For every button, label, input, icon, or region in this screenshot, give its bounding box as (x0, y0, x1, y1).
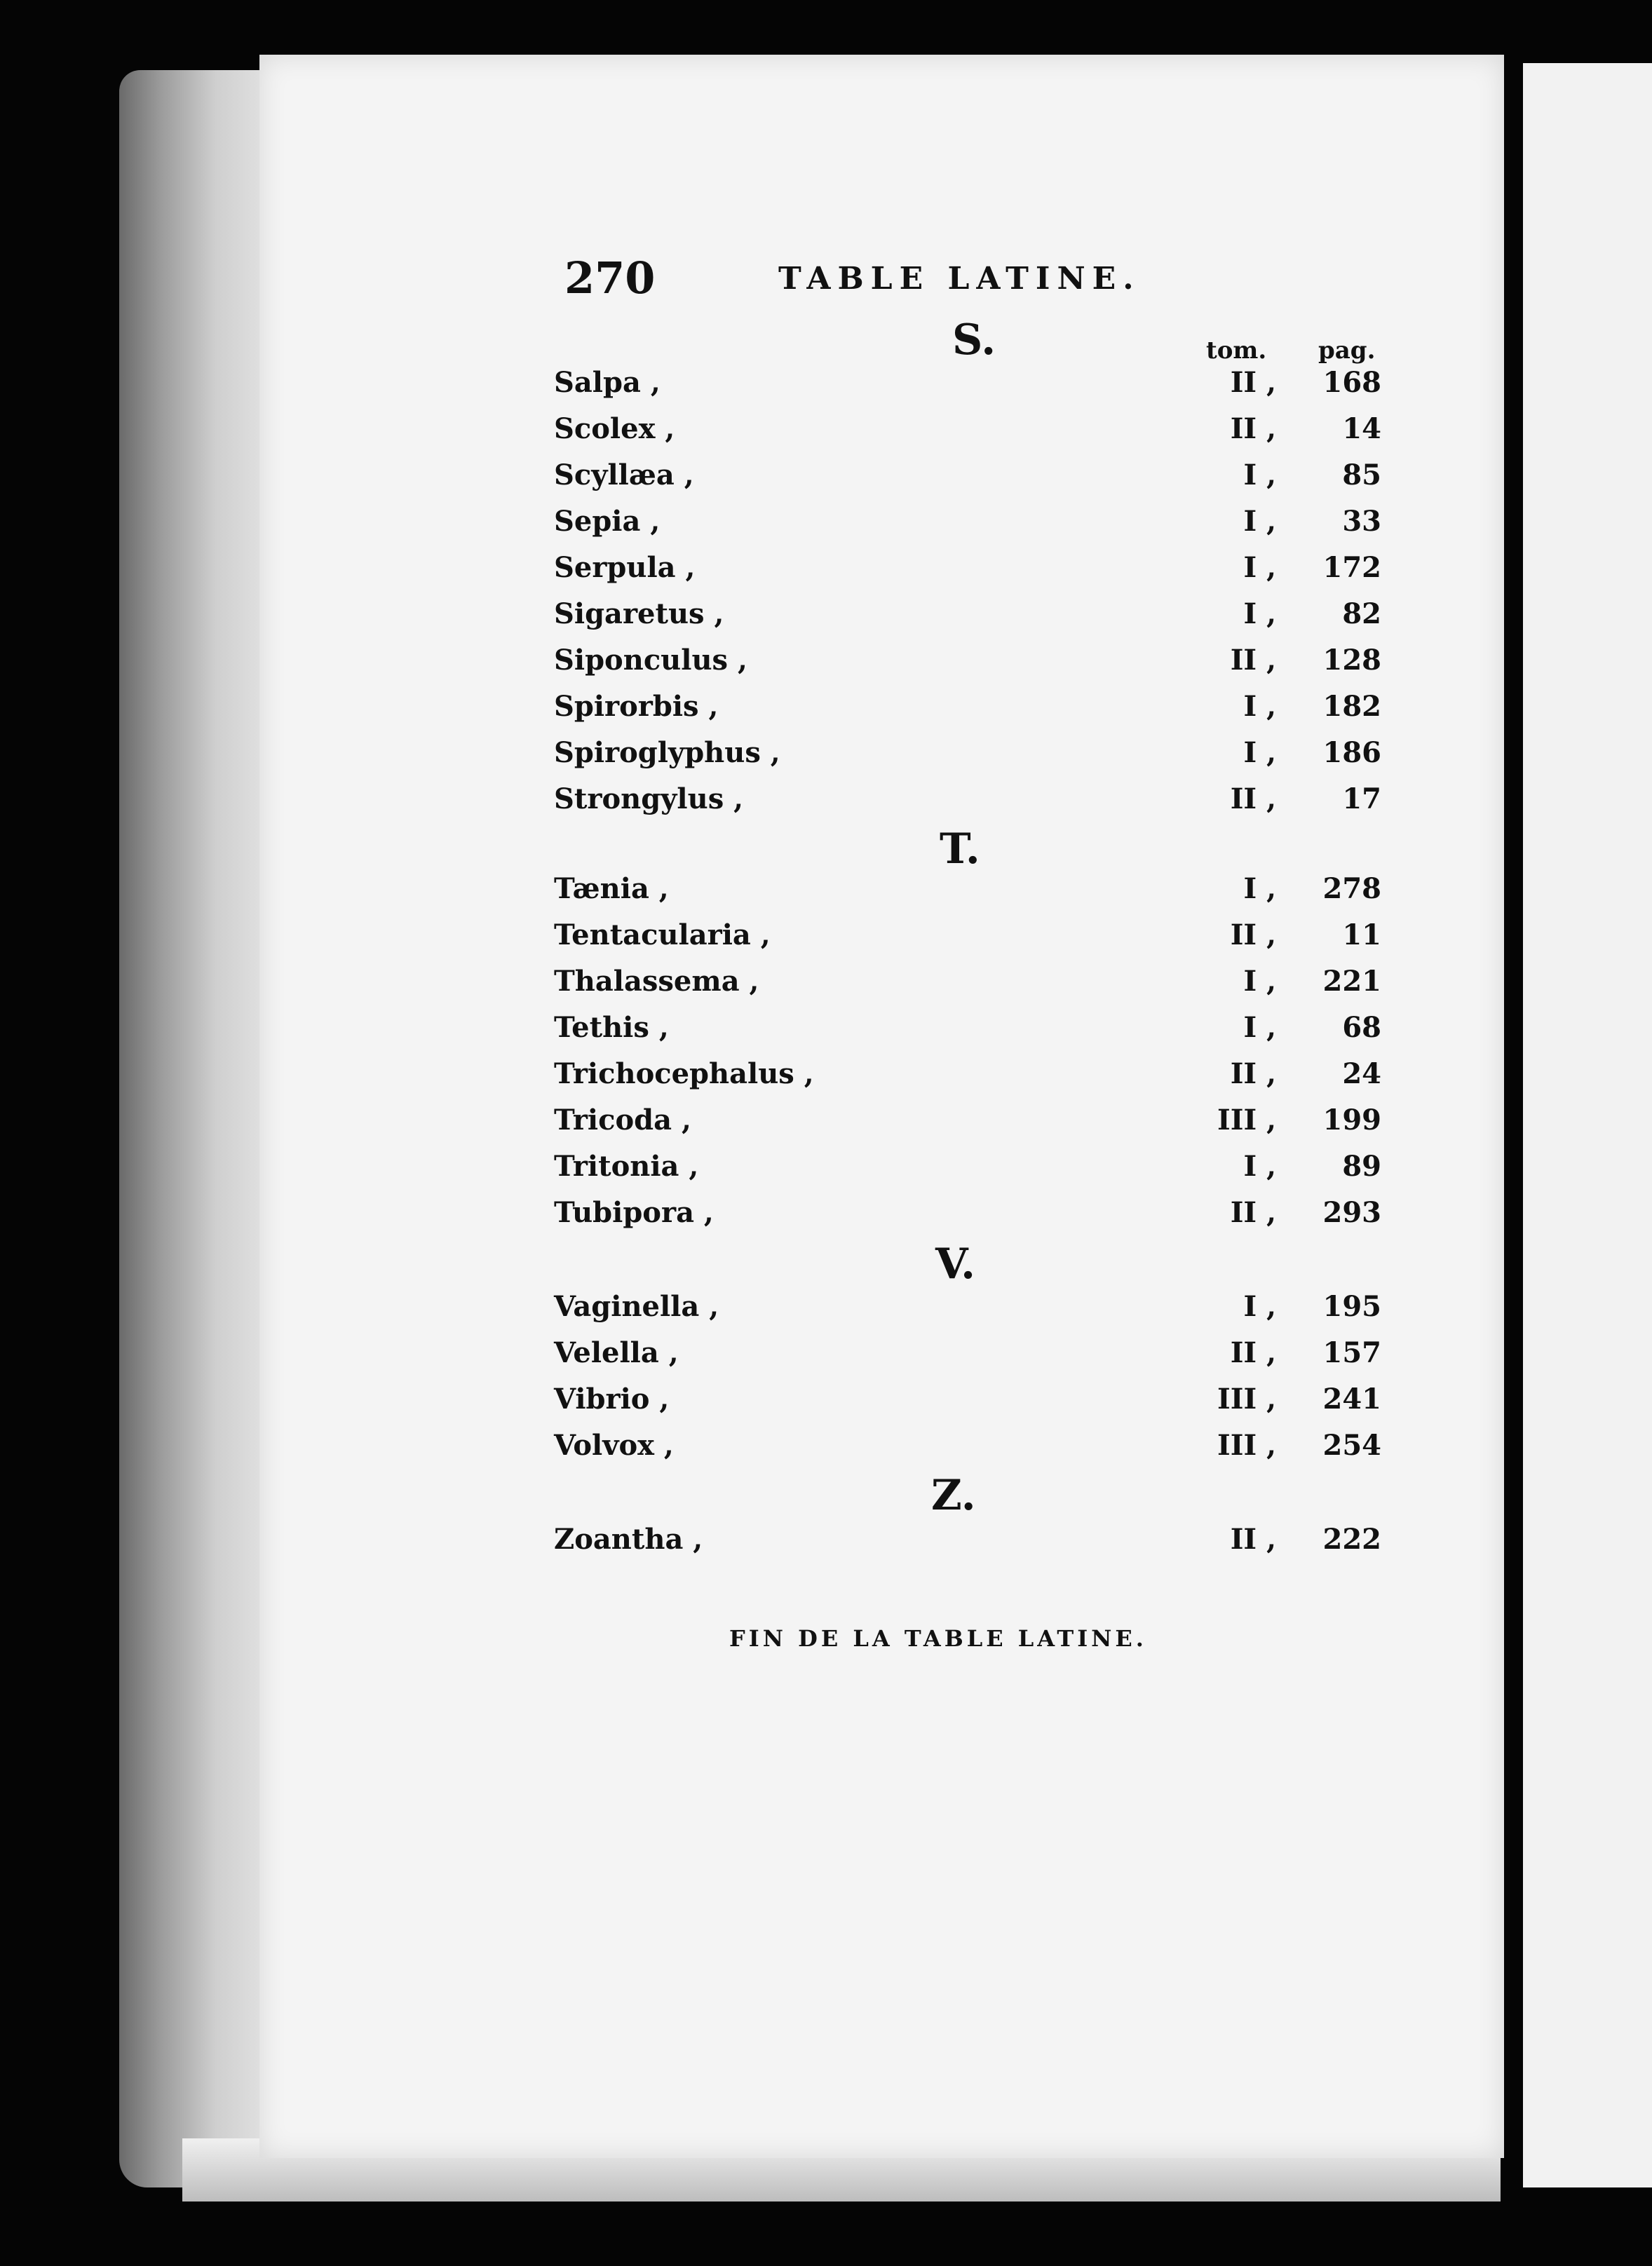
entry-volume: I , (1243, 1011, 1276, 1044)
index-entry (554, 1104, 1381, 1146)
index-entry (554, 782, 1381, 825)
entry-name: Tritonia , (554, 1150, 699, 1183)
entry-name: Scolex , (554, 412, 675, 445)
entry-name: Vibrio , (554, 1383, 670, 1416)
index-entry (554, 1429, 1381, 1471)
page-number: 270 (564, 252, 656, 304)
entry-volume: II , (1230, 1196, 1276, 1229)
entry-name: Sepia , (554, 505, 661, 538)
entry-volume: I , (1243, 551, 1276, 584)
entry-name: Scyllæa , (554, 459, 694, 491)
entry-page: 11 (1342, 918, 1381, 951)
entry-name: Tubipora , (554, 1196, 714, 1229)
entry-volume: I , (1243, 597, 1276, 630)
entry-page: 24 (1342, 1057, 1381, 1090)
index-entry (554, 1057, 1381, 1099)
entry-volume: I , (1243, 736, 1276, 769)
entry-volume: III , (1217, 1383, 1276, 1416)
entry-page: 168 (1322, 366, 1381, 399)
entry-page: 33 (1342, 505, 1381, 538)
index-entry (554, 918, 1381, 961)
entry-name: Zoantha , (554, 1523, 703, 1556)
entry-page: 14 (1342, 412, 1381, 445)
entry-volume: II , (1230, 918, 1276, 951)
index-entry (554, 1290, 1381, 1332)
entry-page: 221 (1322, 965, 1381, 998)
entry-volume: I , (1243, 1150, 1276, 1183)
index-entry (554, 505, 1381, 547)
entry-volume: II , (1230, 1057, 1276, 1090)
entry-volume: I , (1243, 459, 1276, 491)
entry-page: 293 (1322, 1196, 1381, 1229)
book-left-edge (119, 70, 280, 2187)
entry-name: Serpula , (554, 551, 696, 584)
entry-name: Spirorbis , (554, 690, 719, 723)
entry-page: 199 (1322, 1104, 1381, 1137)
entry-volume: II , (1230, 1523, 1276, 1556)
index-entry (554, 412, 1381, 454)
entry-name: Thalassema , (554, 965, 759, 998)
entry-name: Volvox , (554, 1429, 674, 1462)
entry-page: 182 (1322, 690, 1381, 723)
entry-name: Tænia , (554, 872, 669, 905)
section-letter-z: Z. (931, 1471, 976, 1520)
entry-name: Tethis , (554, 1011, 669, 1044)
entry-volume: II , (1230, 366, 1276, 399)
index-entry (554, 690, 1381, 732)
entry-page: 17 (1342, 782, 1381, 815)
entry-name: Vaginella , (554, 1290, 719, 1323)
index-entry (554, 366, 1381, 408)
entry-page: 241 (1322, 1383, 1381, 1416)
index-entry (554, 965, 1381, 1007)
index-entry (554, 1383, 1381, 1425)
entry-volume: I , (1243, 872, 1276, 905)
index-entry (554, 459, 1381, 501)
index-entry (554, 872, 1381, 914)
entry-volume: I , (1243, 505, 1276, 538)
entry-name: Salpa , (554, 366, 661, 399)
section-letter-v: V. (935, 1240, 975, 1289)
entry-name: Siponculus , (554, 644, 747, 677)
entry-name: Trichocephalus , (554, 1057, 814, 1090)
index-entry (554, 736, 1381, 778)
index-entry (554, 1011, 1381, 1053)
index-entry (554, 644, 1381, 686)
section-letter-t: T. (940, 825, 980, 874)
entry-page: 195 (1322, 1290, 1381, 1323)
facing-page-edge (1523, 63, 1652, 2187)
entry-name: Sigaretus , (554, 597, 724, 630)
index-entry (554, 597, 1381, 639)
entry-volume: III , (1217, 1104, 1276, 1137)
index-entry (554, 1336, 1381, 1378)
entry-name: Tricoda , (554, 1104, 691, 1137)
entry-volume: III , (1217, 1429, 1276, 1462)
index-entry (554, 1523, 1381, 1565)
entry-name: Strongylus , (554, 782, 744, 815)
entry-volume: II , (1230, 644, 1276, 677)
entry-page: 89 (1342, 1150, 1381, 1183)
section-letter-s: S. (952, 316, 996, 365)
entry-page: 128 (1322, 644, 1381, 677)
entry-name: Tentacularia , (554, 918, 771, 951)
entry-name: Spiroglyphus , (554, 736, 780, 769)
index-entry (554, 1196, 1381, 1238)
entry-page: 85 (1342, 459, 1381, 491)
entry-page: 186 (1322, 736, 1381, 769)
entry-page: 254 (1322, 1429, 1381, 1462)
entry-volume: I , (1243, 965, 1276, 998)
running-head (564, 252, 1196, 308)
entry-volume: II , (1230, 782, 1276, 815)
entry-volume: II , (1230, 412, 1276, 445)
index-entry (554, 1150, 1381, 1192)
entry-name: Velella , (554, 1336, 679, 1369)
entry-volume: I , (1243, 690, 1276, 723)
entry-page: 222 (1322, 1523, 1381, 1556)
index-entry (554, 551, 1381, 593)
entry-page: 157 (1322, 1336, 1381, 1369)
entry-page: 68 (1342, 1011, 1381, 1044)
end-note: FIN DE LA TABLE LATINE. (729, 1625, 1147, 1652)
column-header-tom: tom. (1206, 337, 1267, 365)
column-header-pag: pag. (1318, 337, 1376, 365)
page-title: TABLE LATINE. (778, 261, 1141, 297)
entry-page: 172 (1322, 551, 1381, 584)
entry-page: 82 (1342, 597, 1381, 630)
entry-page: 278 (1322, 872, 1381, 905)
entry-volume: II , (1230, 1336, 1276, 1369)
entry-volume: I , (1243, 1290, 1276, 1323)
